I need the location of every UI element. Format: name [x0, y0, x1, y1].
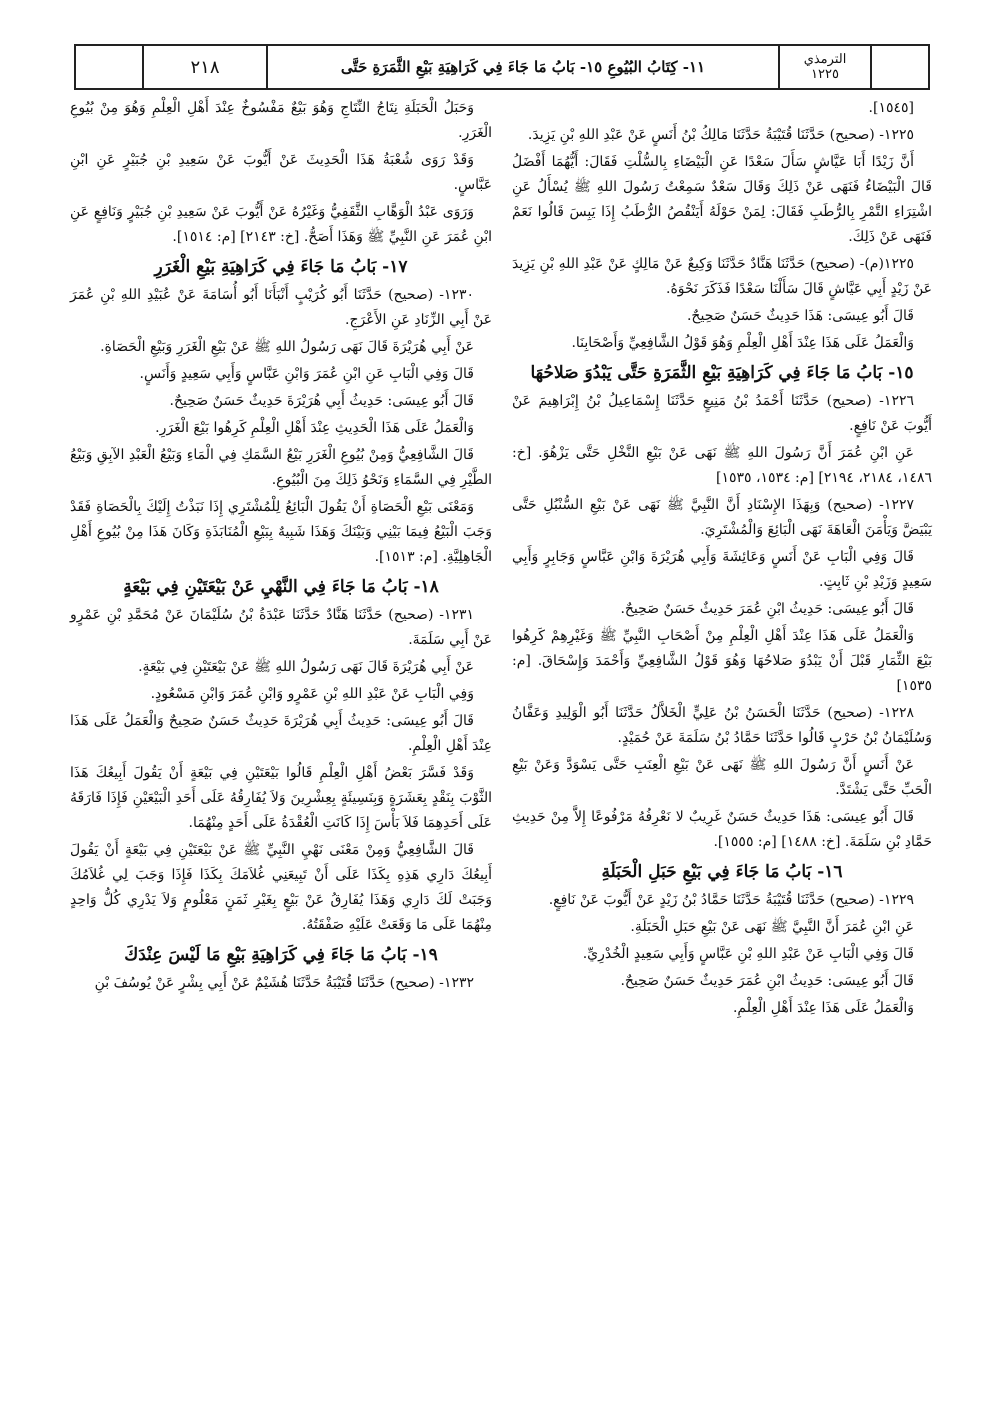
left-text-column — [70, 96, 492, 998]
text-paragraph: قَالَ أَبُو عِيسَى: حَدِيثُ أَبِي هُرَيْرَةَ حَدِيثٌ حَسَنٌ صَحِيحٌ وَالْعَمَلُ عَلَى هَذَا عِنْدَ أَهْلِ الْعِلْمِ. — [70, 713, 492, 754]
text-paragraph: وَالْعَمَلُ عَلَى هَذَا الْحَدِيثِ عِنْدَ أَهْلِ الْعِلْمِ كَرِهُوا بَيْعَ الْغَرَرِ. — [155, 420, 474, 436]
text-paragraph: عَنْ أَبِي هُرَيْرَةَ قَالَ نَهَى رَسُولُ اللهِ ﷺ عَنْ بَيْعَتَيْنِ فِي بَيْعَةٍ. — [138, 659, 474, 675]
text-paragraph: قَالَ الشَّافِعِيُّ وَمِنْ مَعْنَى نَهْيِ النَّبِيِّ ﷺ عَنْ بَيْعَتَيْنِ فِي بَيْعَةٍ أَنْ يَقُولَ أَبِيعُكَ دَارِي هَذِهِ بِكَذَا عَلَى أَنْ تَبِيعَنِي غُلاَمَكَ بِكَذَا فَإِذَا وَجَبَ لِي غُلاَمُكَ وَجَبَتْ لَكَ دَارِي وَهَذَا يُفَارِقُ عَنْ بَيْعٍ بِغَيْرِ ثَمَنٍ مَعْلُومٍ وَلاَ يَدْرِي كُلُّ وَاحِدٍ مِنْهُمَا عَلَى مَا وَقَعَتْ عَلَيْهِ صَفْقَتُهُ. — [70, 842, 492, 933]
text-paragraph: ١٢٣١- (صحيح) حَدَّثَنَا هَنَّادٌ حَدَّثَنَا عَبْدَةُ بْنُ سُلَيْمَانَ عَنْ مُحَمَّدِ بْنِ عَمْرٍو عَنْ أَبِي سَلَمَةَ. — [70, 607, 492, 648]
text-paragraph: ١٢٢٨- (صحيح) حَدَّثَنَا الْحَسَنُ بْنُ عَلِيٍّ الْخَلاَّلُ حَدَّثَنَا أَبُو الْوَلِيدِ وَعَفَّانُ وَسُلَيْمَانُ بْنُ حَرْبٍ قَالُوا حَدَّثَنَا حَمَّادُ بْنُ سَلَمَةَ عَنْ حُمَيْدٍ. — [512, 705, 932, 746]
text-paragraph: وَمَعْنَى بَيْعِ الْحَصَاةِ أَنْ يَقُولَ الْبَائِعُ لِلْمُشْتَرِي إِذَا نَبَذْتُ إِلَيْكَ بِالْحَصَاةِ فَقَدْ وَجَبَ الْبَيْعُ فِيمَا بَيْنِي وَبَيْنَكَ وَهَذَا شَبِيهٌ بِبَيْعِ الْمُنَابَذَةِ وَكَانَ هَذَا مِنْ بُيُوعِ أَهْلِ الْجَاهِلِيَّةِ. [م: ١٥١٣]. — [70, 499, 492, 565]
text-paragraph: قَالَ وَفِي الْبَابِ عَنْ عَبْدِ اللهِ بْنِ عَبَّاسٍ وَأَبِي سَعِيدٍ الْخُدْرِيِّ. — [582, 946, 914, 962]
text-paragraph: قَالَ أَبُو عِيسَى: حَدِيثُ ابْنِ عُمَرَ حَدِيثٌ حَسَنٌ صَحِيحٌ. — [620, 973, 914, 989]
chapter-heading: ١٥- بَابُ مَا جَاءَ فِي كَرَاهِيَةِ بَيْعِ الثَّمَرَةِ حَتَّى يَبْدُوَ صَلاحُهَا — [530, 363, 914, 383]
text-paragraph: وَالْعَمَلُ عَلَى هَذَا عِنْدَ أَهْلِ الْعِلْمِ مِنْ أَصْحَابِ النَّبِيِّ ﷺ وَغَيْرِهِمْ كَرِهُوا بَيْعَ الثِّمَارِ قَبْلَ أَنْ يَبْدُوَ صَلاحُهَا وَهُوَ قَوْلُ الشَّافِعِيِّ وَأَحْمَدَ وَإِسْحَاقَ. [م: ١٥٣٥] — [512, 628, 932, 694]
text-paragraph: قَالَ أَبُو عِيسَى: حَدِيثُ ابْنِ عُمَرَ حَدِيثٌ حَسَنٌ صَحِيحٌ. — [620, 601, 914, 617]
text-paragraph: ١٢٢٧- (صحيح) وَبِهَذَا الإِسْنَادِ أَنَّ النَّبِيَّ ﷺ نَهَى عَنْ بَيْعِ السُّنْبُلِ حَتَّى يَبْيَضَّ وَيَأْمَنَ الْعَاهَةَ نَهَى الْبَائِعَ وَالْمُشْتَرِيَ. — [512, 497, 932, 538]
text-paragraph: قَالَ أَبُو عِيسَى: حَدِيثُ أَبِي هُرَيْرَةَ حَدِيثٌ حَسَنٌ صَحِيحٌ. — [169, 393, 474, 409]
header-title: ١١- كِتَابُ البُيُوعِ ١٥- بَابُ مَا جَاءَ فِي كَرَاهِيَةِ بَيْعِ الثَّمَرَةِ حَتَّى — [266, 46, 778, 88]
text-paragraph: ١٢٢٦- (صحيح) حَدَّثَنَا أَحْمَدُ بْنُ مَنِيعٍ حَدَّثَنَا إِسْمَاعِيلُ بْنُ إِبْرَاهِيمَ عَنْ أَيُّوبَ عَنْ نَافِعٍ. — [512, 393, 932, 434]
text-paragraph: قَالَ الشَّافِعِيُّ وَمِنْ بُيُوعِ الْغَرَرِ بَيْعُ السَّمَكِ فِي الْمَاءِ وَبَيْعُ الْعَبْدِ الآبِقِ وَبَيْعُ الطَّيْرِ فِي السَّمَاءِ وَنَحْوُ ذَلِكَ مِنَ الْبُيُوعِ. — [70, 447, 492, 488]
text-paragraph: أَنَّ زَيْدًا أَبَا عَيَّاشٍ سَأَلَ سَعْدًا عَنِ الْبَيْضَاءِ بِالسُّلْتِ فَقَالَ: أَيُّهُمَا أَفْضَلُ قَالَ الْبَيْضَاءُ فَنَهَى عَنْ ذَلِكَ وَقَالَ سَعْدٌ سَمِعْتُ رَسُولَ اللهِ ﷺ يُسْأَلُ عَنِ اشْتِرَاءِ التَّمْرِ بِالرُّطَبِ فَقَالَ: لِمَنْ حَوْلَهُ أَيَنْقُصُ الرُّطَبُ إِذَا يَبِسَ قَالُوا نَعَمْ فَنَهَى عَنْ ذَلِكَ. — [512, 154, 932, 245]
chapter-heading: ١٧- بَابُ مَا جَاءَ فِي كَرَاهِيَةِ بَيْعِ الْغَرَرِ — [154, 257, 408, 277]
header-ref-number: ١٢٢٥ — [811, 67, 839, 82]
text-paragraph: وَفِي الْبَابِ عَنْ عَبْدِ اللهِ بْنِ عَمْرٍو وَابْنِ عُمَرَ وَابْنِ مَسْعُودٍ. — [150, 686, 474, 702]
text-paragraph: ١٢٢٩- (صحيح) حَدَّثَنَا قُتَيْبَةُ حَدَّثَنَا حَمَّادُ بْنُ زَيْدٍ عَنْ أَيُّوبَ عَنْ نَافِعٍ. — [548, 892, 914, 908]
text-paragraph: وَالْعَمَلُ عَلَى هَذَا عِنْدَ أَهْلِ الْعِلْمِ وَهُوَ قَوْلُ الشَّافِعِيِّ وَأَصْحَابِنَا. — [571, 335, 914, 351]
text-paragraph: عَنِ ابْنِ عُمَرَ أَنَّ رَسُولَ اللهِ ﷺ نَهَى عَنْ بَيْعِ النَّخْلِ حَتَّى يَزْهُوَ. [خ: ١٤٨٦، ٢١٨٤، ٢١٩٤] [م: ١٥٣٤، ١٥٣٥] — [512, 445, 932, 486]
text-paragraph: قَالَ أَبُو عِيسَى: هَذَا حَدِيثٌ حَسَنٌ صَحِيحٌ. — [686, 308, 914, 324]
right-text-column — [512, 96, 932, 1023]
text-paragraph: قَالَ وَفِي الْبَابِ عَنْ أَنَسٍ وَعَائِشَةَ وَأَبِي هُرَيْرَةَ وَابْنِ عَبَّاسٍ وَجَابِرٍ وَأَبِي سَعِيدٍ وَزَيْدِ بْنِ ثَابِتٍ. — [512, 549, 932, 590]
text-paragraph: ١٢٢٥(م)- (صحيح) حَدَّثَنَا هَنَّادٌ حَدَّثَنَا وَكِيعٌ عَنْ مَالِكٍ عَنْ عَبْدِ اللهِ بْنِ يَزِيدَ عَنْ زَيْدٍ أَبِي عَيَّاشٍ قَالَ سَأَلْنَا سَعْدًا فَذَكَرَ نَحْوَهُ. — [512, 256, 932, 297]
header-reference — [778, 46, 870, 88]
text-paragraph: ١٢٣٠- (صحيح) حَدَّثَنَا أَبُو كُرَيْبٍ أَنْبَأَنَا أَبُو أُسَامَةَ عَنْ عُبَيْدِ اللهِ بْنِ عُمَرَ عَنْ أَبِي الزِّنَادِ عَنِ الأَعْرَجِ. — [70, 287, 492, 328]
chapter-heading: ١٦- بَابُ مَا جَاءَ فِي بَيْعِ حَبَلِ الْحَبَلَةِ — [601, 862, 843, 882]
text-paragraph: قَالَ وَفِي الْبَابِ عَنِ ابْنِ عُمَرَ وَابْنِ عَبَّاسٍ وَأَبِي سَعِيدٍ وَأَنَسٍ. — [139, 366, 474, 382]
text-paragraph: عَنْ أَبِي هُرَيْرَةَ قَالَ نَهَى رَسُولُ اللهِ ﷺ عَنْ بَيْعِ الْغَرَرِ وَبَيْعِ الْحَصَاةِ. — [100, 339, 474, 355]
chapter-heading: ١٨- بَابُ مَا جَاءَ فِي النَّهْيِ عَنْ بَيْعَتَيْنِ فِي بَيْعَةٍ — [123, 577, 439, 597]
text-paragraph: ١٢٢٥- (صحيح) حَدَّثَنَا قُتَيْبَةُ حَدَّثَنَا مَالِكُ بْنُ أَنَسٍ عَنْ عَبْدِ اللهِ بْنِ يَزِيدَ. — [527, 127, 914, 143]
text-paragraph: وَقَدْ رَوَى شُعْبَةُ هَذَا الْحَدِيثَ عَنْ أَيُّوبَ عَنْ سَعِيدِ بْنِ جُبَيْرٍ عَنِ ابْنِ عَبَّاسٍ. — [70, 152, 492, 193]
header-ref-book: الترمذي — [803, 52, 847, 67]
text-paragraph: قَالَ أَبُو عِيسَى: هَذَا حَدِيثٌ حَسَنٌ غَرِيبٌ لا نَعْرِفُهُ مَرْفُوعًا إِلاَّ مِنْ حَدِيثِ حَمَّادِ بْنِ سَلَمَةَ. [خ: ١٤٨٨] [م: ١٥٥٥]. — [512, 809, 932, 850]
chapter-heading: ١٩- بَابُ مَا جَاءَ فِي كَرَاهِيَةِ بَيْعِ مَا لَيْسَ عِنْدَكَ — [124, 945, 438, 965]
text-paragraph: وَقَدْ فَسَّرَ بَعْضُ أَهْلِ الْعِلْمِ قَالُوا بَيْعَتَيْنِ فِي بَيْعَةٍ أَنْ يَقُولَ أَبِيعُكَ هَذَا الثَّوْبَ بِنَقْدٍ بِعَشَرَةٍ وَبِنَسِيئَةٍ بِعِشْرِينَ وَلاَ يُفَارِقُهُ عَلَى أَحَدِ الْبَيْعَيْنِ فَإِذَا فَارَقَهُ عَلَى أَحَدِهِمَا فَلاَ بَأْسَ إِذَا كَانَتِ الْعُقْدَةُ عَلَى أَحَدٍ مِنْهُمَا. — [70, 765, 492, 831]
text-paragraph: وَحَبَلُ الْحَبَلَةِ نِتَاجُ النِّتَاجِ وَهُوَ بَيْعٌ مَفْسُوخٌ عِنْدَ أَهْلِ الْعِلْمِ وَهُوَ مِنْ بُيُوعِ الْغَرَرِ. — [70, 100, 492, 141]
page-number: ٢١٨ — [142, 46, 266, 88]
text-paragraph: ١٢٣٢- (صحيح) حَدَّثَنَا قُتَيْبَةُ حَدَّثَنَا هُشَيْمٌ عَنْ أَبِي بِشْرٍ عَنْ يُوسُفَ بْنِ — [94, 975, 474, 991]
text-paragraph: عَنِ ابْنِ عُمَرَ أَنَّ النَّبِيَّ ﷺ نَهَى عَنْ بَيْعِ حَبَلِ الْحَبَلَةِ. — [630, 919, 914, 935]
text-paragraph: [١٥٤٥]. — [868, 100, 914, 116]
text-paragraph: عَنْ أَنَسٍ أَنَّ رَسُولَ اللهِ ﷺ نَهَى عَنْ بَيْعِ الْعِنَبِ حَتَّى يَسْوَدَّ وَعَنْ بَيْعِ الْحَبِّ حَتَّى يَشْتَدَّ. — [512, 757, 932, 798]
page-header — [74, 44, 930, 90]
header-empty-cell-right — [870, 46, 928, 88]
text-paragraph: وَالْعَمَلُ عَلَى هَذَا عِنْدَ أَهْلِ الْعِلْمِ. — [732, 1000, 914, 1016]
text-paragraph: وَرَوَى عَبْدُ الْوَهَّابِ الثَّقَفِيُّ وَغَيْرُهُ عَنْ أَيُّوبَ عَنْ سَعِيدِ بْنِ جُبَيْرٍ وَنَافِعٍ عَنِ ابْنِ عُمَرَ عَنِ النَّبِيِّ ﷺ وَهَذَا أَصَحُّ. [خ: ٢١٤٣] [م: ١٥١٤]. — [70, 204, 492, 245]
header-empty-cell-left — [76, 46, 142, 88]
